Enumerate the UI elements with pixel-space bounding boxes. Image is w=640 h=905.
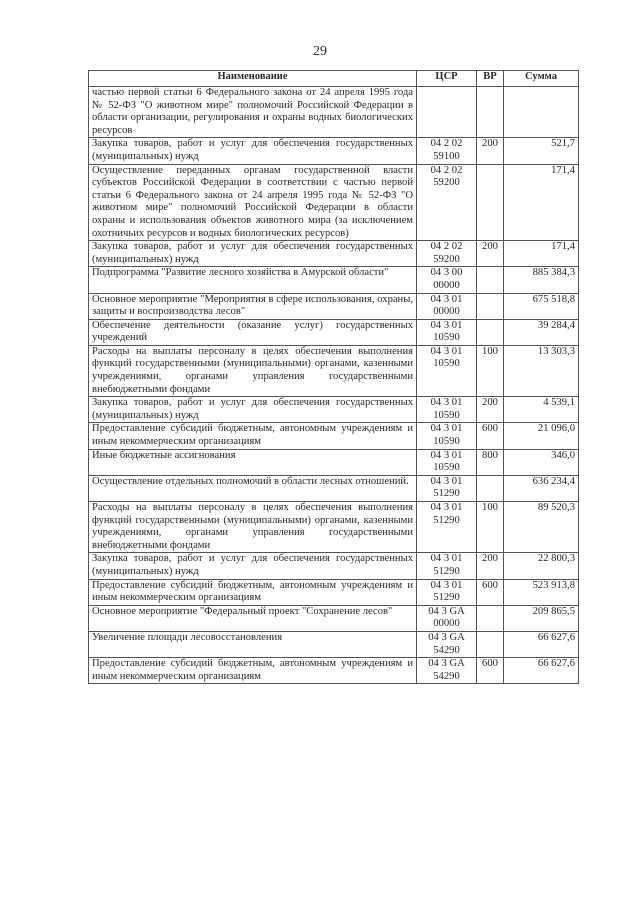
table-body <box>89 87 579 684</box>
header-sum: Сумма <box>504 71 579 87</box>
cell-vr: 100 <box>477 345 504 396</box>
cell-vr <box>477 475 504 501</box>
table-row <box>89 345 579 396</box>
table-row <box>89 319 579 345</box>
cell-vr: 200 <box>477 241 504 267</box>
table-row <box>89 241 579 267</box>
table-row <box>89 475 579 501</box>
cell-sum: 89 520,3 <box>504 502 579 553</box>
cell-vr: 200 <box>477 397 504 423</box>
cell-name: Предоставление субсидий бюджетным, автономным учреждениям и иным некоммерческим организациям <box>89 658 417 684</box>
cell-sum: 39 284,4 <box>504 319 579 345</box>
cell-vr: 600 <box>477 658 504 684</box>
budget-table <box>88 70 579 684</box>
cell-sum: 171,4 <box>504 241 579 267</box>
cell-csr: 04 3 01 10590 <box>417 345 477 396</box>
cell-csr: 04 3 01 51290 <box>417 579 477 605</box>
cell-csr: 04 3 01 51290 <box>417 553 477 579</box>
table-row <box>89 553 579 579</box>
table-row <box>89 605 579 631</box>
cell-csr: 04 3 01 10590 <box>417 449 477 475</box>
cell-sum: 636 234,4 <box>504 475 579 501</box>
table-row <box>89 449 579 475</box>
cell-csr: 04 3 00 00000 <box>417 267 477 293</box>
cell-sum: 66 627,6 <box>504 658 579 684</box>
cell-vr <box>477 293 504 319</box>
cell-name: Увеличение площади лесовосстановления <box>89 631 417 657</box>
cell-sum: 521,7 <box>504 138 579 164</box>
cell-csr: 04 3 GA 54290 <box>417 658 477 684</box>
cell-vr: 800 <box>477 449 504 475</box>
cell-csr: 04 3 01 51290 <box>417 502 477 553</box>
table-row <box>89 293 579 319</box>
cell-sum: 346,0 <box>504 449 579 475</box>
header-name: Наименование <box>89 71 417 87</box>
header-vr: ВР <box>477 71 504 87</box>
cell-sum: 209 865,5 <box>504 605 579 631</box>
cell-name: Расходы на выплаты персоналу в целях обеспечения выполнения функций государственными (муниципальными) органами, казенными учреждениями, органами управления государственными внебюджетными фондами <box>89 502 417 553</box>
table-row <box>89 631 579 657</box>
cell-vr <box>477 631 504 657</box>
cell-csr <box>417 87 477 138</box>
cell-vr <box>477 605 504 631</box>
cell-csr: 04 3 01 10590 <box>417 423 477 449</box>
table-row <box>89 267 579 293</box>
cell-vr <box>477 87 504 138</box>
cell-name: Закупка товаров, работ и услуг для обеспечения государственных (муниципальных) нужд <box>89 241 417 267</box>
cell-sum: 171,4 <box>504 164 579 241</box>
cell-sum: 885 384,3 <box>504 267 579 293</box>
cell-vr <box>477 267 504 293</box>
cell-sum: 13 303,3 <box>504 345 579 396</box>
table-row <box>89 397 579 423</box>
cell-csr: 04 2 02 59200 <box>417 164 477 241</box>
cell-sum <box>504 87 579 138</box>
cell-csr: 04 3 01 10590 <box>417 319 477 345</box>
cell-vr: 600 <box>477 423 504 449</box>
cell-sum: 66 627,6 <box>504 631 579 657</box>
table-row <box>89 658 579 684</box>
cell-csr: 04 2 02 59200 <box>417 241 477 267</box>
cell-sum: 675 518,8 <box>504 293 579 319</box>
table-row <box>89 502 579 553</box>
cell-name: Обеспечение деятельности (оказание услуг) государственных учреждений <box>89 319 417 345</box>
cell-name: Подпрограмма "Развитие лесного хозяйства в Амурской области" <box>89 267 417 293</box>
cell-vr: 600 <box>477 579 504 605</box>
cell-sum: 22 800,3 <box>504 553 579 579</box>
cell-csr: 04 3 01 51290 <box>417 475 477 501</box>
table-row <box>89 164 579 241</box>
table-row <box>89 138 579 164</box>
cell-vr: 100 <box>477 502 504 553</box>
cell-name: Предоставление субсидий бюджетным, автономным учреждениям и иным некоммерческим организациям <box>89 423 417 449</box>
cell-name: Закупка товаров, работ и услуг для обеспечения государственных (муниципальных) нужд <box>89 138 417 164</box>
cell-name: Расходы на выплаты персоналу в целях обеспечения выполнения функций государственными (муниципальными) органами, казенными учреждениями, органами управления государственными внебюджетными фондами <box>89 345 417 396</box>
cell-name: Осуществление переданных органам государственной власти субъектов Российской Федерации в соответствии с частью первой статьи 6 Федерального закона от 24 апреля 1995 года № 52-ФЗ "О животном мире" полномочий Российской Федерации в области охраны и использования объектов животного мира (за исключением охотничьих ресурсов и водных биологических ресурсов) <box>89 164 417 241</box>
cell-sum: 21 096,0 <box>504 423 579 449</box>
cell-name: Закупка товаров, работ и услуг для обеспечения государственных (муниципальных) нужд <box>89 553 417 579</box>
cell-name: Основное мероприятие "Федеральный проект "Сохранение лесов" <box>89 605 417 631</box>
cell-csr: 04 3 GA 54290 <box>417 631 477 657</box>
table-row <box>89 87 579 138</box>
cell-vr <box>477 164 504 241</box>
table-header-row <box>89 71 579 87</box>
header-csr: ЦСР <box>417 71 477 87</box>
cell-vr <box>477 319 504 345</box>
cell-vr: 200 <box>477 138 504 164</box>
cell-csr: 04 2 02 59100 <box>417 138 477 164</box>
cell-sum: 4 539,1 <box>504 397 579 423</box>
cell-name: Закупка товаров, работ и услуг для обеспечения государственных (муниципальных) нужд <box>89 397 417 423</box>
cell-csr: 04 3 01 10590 <box>417 397 477 423</box>
cell-sum: 523 913,8 <box>504 579 579 605</box>
cell-name: Основное мероприятие "Мероприятия в сфере использования, охраны, защиты и воспроизводства лесов" <box>89 293 417 319</box>
cell-name: частью первой статьи 6 Федерального закона от 24 апреля 1995 года № 52-ФЗ "О животном мире" полномочий Российской Федерации в области организации, регулирования и охраны водных биологических ресурсов <box>89 87 417 138</box>
cell-csr: 04 3 GA 00000 <box>417 605 477 631</box>
cell-vr: 200 <box>477 553 504 579</box>
page-number: 29 <box>313 44 327 59</box>
table-row <box>89 579 579 605</box>
cell-name: Осуществление отдельных полномочий в области лесных отношений. <box>89 475 417 501</box>
table-row <box>89 423 579 449</box>
cell-name: Иные бюджетные ассигнования <box>89 449 417 475</box>
cell-csr: 04 3 01 00000 <box>417 293 477 319</box>
cell-name: Предоставление субсидий бюджетным, автономным учреждениям и иным некоммерческим организациям <box>89 579 417 605</box>
